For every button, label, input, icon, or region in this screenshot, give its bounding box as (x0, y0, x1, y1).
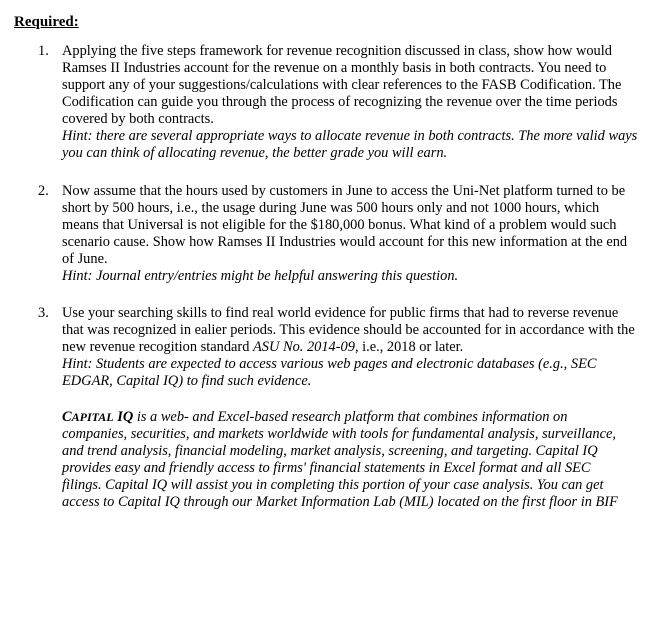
question-hint: Hint: there are several appropriate ways to allocate revenue in both contracts. The more valid ways you can think of allocating revenue, the better grade you will earn. (62, 128, 638, 161)
question-number: 2. (38, 183, 49, 199)
capital-iq-paragraph (62, 409, 632, 511)
asu-reference: ASU No. 2014-09 (253, 339, 355, 355)
question-text: Applying the five steps framework for revenue recognition discussed in class, show how would Ramses II Industries account for the revenue on a monthly basis in both contracts. You need to support any of your suggestions/calculations with clear references to the FASB Codification. The Codification can guide you through the process of recognizing the revenue over the time periods covered by both contracts. (62, 43, 622, 127)
question-number: 1. (38, 43, 49, 59)
question-3 (38, 305, 638, 390)
question-text-start: Use your searching skills to find real world evidence for public firms that had to reverse revenue that was recognized in ealier periods. This evidence should be accounted for in accordance with the new revenue recogition standard (62, 305, 635, 355)
question-2 (38, 183, 638, 285)
question-text-end: , i.e., 2018 or later. (354, 339, 464, 355)
capital-iq-description: is a web- and Excel-based research platform that combines information on companies, securities, and markets worldwide with tools for fundamental analysis, surveillance, and trend analysis, financial modeling, market analysis, screening, and targeting. Capital IQ provides easy and friendly access to firms' financial statements in Excel format and all SEC filings. Capital IQ will assist you in completing this portion of your case analysis. You can get access to Capital IQ through our Market Information Lab (MIL) located on the first floor in BIF (62, 409, 618, 510)
question-hint: Hint: Journal entry/entries might be helpful answering this question. (62, 268, 459, 284)
question-1 (38, 43, 638, 162)
question-hint: Hint: Students are expected to access various web pages and electronic databases (e.g., SEC EDGAR, Capital IQ) to find such evidence. (62, 356, 597, 389)
capital-iq-name: CAPITAL IQ (62, 409, 134, 425)
required-heading: Required: (14, 14, 79, 30)
question-number: 3. (38, 305, 49, 321)
question-text: Now assume that the hours used by customers in June to access the Uni-Net platform turned to be short by 500 hours, i.e., the usage during June was 500 hours only and not 1000 hours, which means that Universal is not eligible for the $180,000 bonus. What kind of a problem would such scenario cause. Show how Ramses II Industries would account for this new information at the end of June. (62, 183, 628, 267)
question-text (62, 305, 638, 356)
